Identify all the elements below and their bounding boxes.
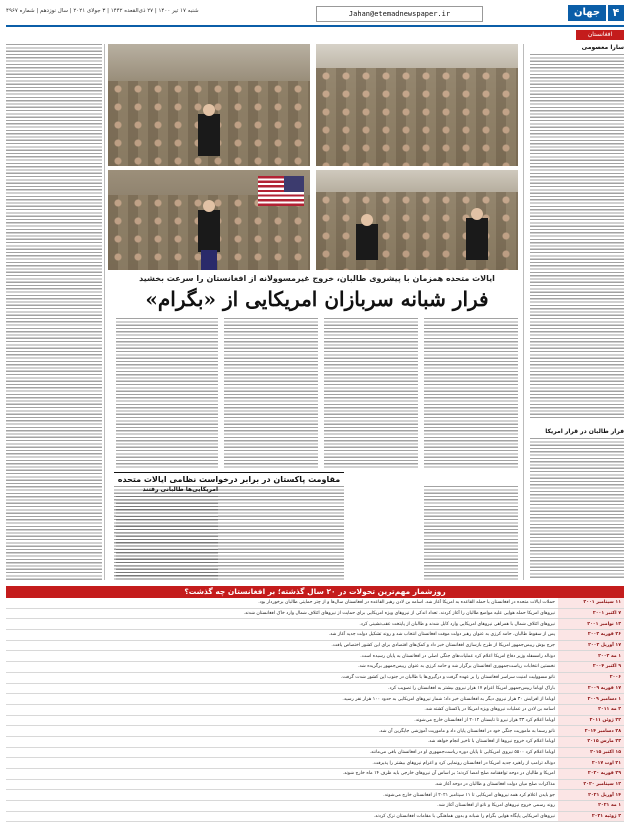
timeline-row (6, 651, 624, 662)
timeline-row (6, 769, 624, 780)
timeline-event: نیروهای ائتلاف شمال با همراهی نیروهای امریکایی وارد کابل شدند و طالبان از پایتخت عقب‌نشینی کرد. (6, 619, 558, 630)
timeline-date: ۱۷ آوریل ۲۰۰۲ (558, 640, 624, 651)
timeline-date: ۲۲ ژوئن ۲۰۱۱ (558, 715, 624, 726)
timeline-date: ۱۵ اکتبر ۲۰۱۵ (558, 747, 624, 758)
side-heading-1: فرار طالبان در قرار امریکا (545, 428, 624, 435)
box-body-col-1 (424, 486, 518, 580)
timeline-row (6, 801, 624, 812)
side-heading-2: امریکایی‌ها طالبانی رفتند (142, 486, 218, 493)
timeline-row (6, 640, 624, 651)
timeline-date: ۱ مه ۲۰۰۳ (558, 651, 624, 662)
timeline-table (6, 598, 624, 822)
timeline-row (6, 779, 624, 790)
timeline-event: اسامه بن لادن در عملیات نیروهای ویژه امریکا در پاکستان کشته شد. (6, 704, 558, 715)
timeline-row (6, 672, 624, 683)
timeline-row (6, 598, 624, 608)
page-number: ۴ (608, 5, 624, 21)
article-headline: فرار شبانه سربازان امریکایی از «بگرام» (145, 287, 489, 311)
box-body-col-3 (116, 496, 218, 580)
section-email: Jahan@etemadnewspaper.ir (316, 6, 483, 22)
article-column-left (6, 44, 102, 580)
timeline-row (6, 736, 624, 747)
box-heading: مقاومت پاکستان در برابر درخواست نظامی ایالات متحده (117, 475, 341, 484)
article-column-right-lower (530, 438, 624, 580)
timeline-event: نخستین انتخابات ریاست‌جمهوری افغانستان برگزار شد و حامد کرزی به عنوان رییس‌جمهور برگزیده شد. (6, 662, 558, 673)
section-label: جهان (568, 5, 606, 21)
topic-tag: افغانستان (576, 30, 624, 40)
column-divider (523, 44, 524, 580)
timeline-event: دونالد رامسفلد وزیر دفاع امریکا اعلام کرد عملیات‌های جنگی اصلی در افغانستان به پایان رسیده است. (6, 651, 558, 662)
timeline-row (6, 704, 624, 715)
timeline-row (6, 726, 624, 737)
timeline-event: امریکا و طالبان در دوحه توافقنامه صلح امضا کردند؛ بر اساس آن نیروهای خارجی باید ظرف ۱۴ ماه خارج شوند. (6, 769, 558, 780)
timeline-date: ۷ اکتبر ۲۰۰۱ (558, 608, 624, 619)
byline: سارا معصومی (581, 44, 624, 51)
timeline-title: روزشمار مهم‌ترین تحولات در ۲۰ سال گذشته؛ بر افغانستان چه گذشت؟ (6, 586, 624, 598)
timeline-date: ۱۷ فوریه ۲۰۰۹ (558, 683, 624, 694)
timeline-event: ناتو مسوولیت امنیت سراسر افغانستان را بر عهده گرفت و درگیری‌ها با طالبان در جنوب این کشور شدت گرفت. (6, 672, 558, 683)
timeline-date: ۱ مه ۲۰۲۱ (558, 801, 624, 812)
timeline-row (6, 608, 624, 619)
timeline-event: جو بایدن اعلام کرد همه نیروهای امریکایی تا ۱۱ سپتامبر ۲۰۲۱ از افغانستان خارج می‌شوند. (6, 790, 558, 801)
timeline-row (6, 694, 624, 705)
timeline-date: ۲۰۰۶ (558, 672, 624, 683)
timeline-row (6, 811, 624, 822)
photo-soldiers-speech (108, 44, 310, 166)
timeline-date: ۲۹ فوریه ۲۰۲۰ (558, 769, 624, 780)
timeline-row (6, 662, 624, 673)
timeline-event: نیروهای امریکا حمله هوایی علیه مواضع طالبان را آغاز کردند. تعداد اندکی از نیروهای ویژه امریکایی برای حمایت از نیروهای ائتلاف شمال وارد خاک افغانستان شدند. (6, 608, 558, 619)
box-rule (114, 472, 344, 473)
timeline-event: اوباما اعلام کرد ۳۳ هزار نیرو تا تابستان ۲۰۱۲ از افغانستان خارج می‌شوند. (6, 715, 558, 726)
photo-soldiers-crowd (316, 44, 518, 166)
timeline-row (6, 758, 624, 769)
timeline-event: اوباما اعلام کرد خروج نیروها از افغانستان با تاخیر انجام خواهد شد. (6, 736, 558, 747)
timeline-event: مذاکرات صلح میان دولت افغانستان و طالبان در دوحه آغاز شد. (6, 779, 558, 790)
page-header (0, 0, 630, 26)
timeline-row (6, 790, 624, 801)
photo-president-troops (316, 170, 518, 270)
article-subheadline: ایالات متحده همزمان با پیشروی طالبان، خروج غیرمسوولانه از افغانستان را سرعت بخشید (139, 274, 495, 283)
article-body-col-4 (116, 318, 218, 470)
timeline-date: ۲۱ اوت ۲۰۱۷ (558, 758, 624, 769)
timeline-event: اوباما اعلام کرد ۵۵۰۰ نیروی امریکایی تا پایان دوره ریاست‌جمهوری او در افغانستان باقی می‌مانند. (6, 747, 558, 758)
article-body-col-2 (324, 318, 418, 470)
timeline-date: ۲ ژوئیه ۲۰۲۱ (558, 811, 624, 822)
issue-dateline: شنبه ۱۷ تیر ۱۴۰۰ | ۲۷ ذی‌القعده ۱۴۴۲ | ۳ جولای ۲۰۲۱ | سال نوزدهم | شماره ۴۹۶۷ (6, 8, 199, 14)
timeline-date: ۹ اکتبر ۲۰۰۴ (558, 662, 624, 673)
timeline-event: پس از سقوط طالبان، حامد کرزی به عنوان رهبر دولت موقت افغانستان انتخاب شد و روند تشکیل دولت جدید آغاز شد. (6, 630, 558, 641)
timeline-event: اوباما از افزایش ۳۰ هزار نیروی دیگر به افغانستان خبر داد؛ شمار نیروهای امریکایی به حدود ۱۰۰ هزار نفر رسید. (6, 694, 558, 705)
timeline-date: ۲۳ مارس ۲۰۱۵ (558, 736, 624, 747)
timeline-row (6, 747, 624, 758)
timeline-event: روند رسمی خروج نیروهای امریکا و ناتو از افغانستان آغاز شد. (6, 801, 558, 812)
timeline-date: ۱۲ سپتامبر ۲۰۲۰ (558, 779, 624, 790)
timeline-date: ۲۸ دسامبر ۲۰۱۴ (558, 726, 624, 737)
column-divider (104, 44, 105, 580)
timeline-date: ۱ دسامبر ۲۰۰۹ (558, 694, 624, 705)
timeline-row (6, 683, 624, 694)
timeline-date: ۲۶ فوریه ۲۰۰۲ (558, 630, 624, 641)
article-body-col-1 (424, 318, 518, 470)
article-column-right (530, 54, 624, 420)
timeline-event: دونالد ترامپ از راهبرد جدید امریکا در افغانستان رونمایی کرد و اعزام نیروهای بیشتر را پذیرفت. (6, 758, 558, 769)
timeline-row (6, 630, 624, 641)
article-body-col-3 (224, 318, 318, 470)
header-rule (6, 25, 624, 27)
timeline-row (6, 619, 624, 630)
timeline-date: ۱۱ سپتامبر ۲۰۰۱ (558, 598, 624, 608)
timeline-date: ۲ مه ۲۰۱۱ (558, 704, 624, 715)
timeline-date: ۱۴ آوریل ۲۰۲۱ (558, 790, 624, 801)
timeline-event: جرج بوش رییس‌جمهور امریکا از طرح بازسازی افغانستان خبر داد و کمک‌های اقتصادی برای این کشور اختصاص یافت. (6, 640, 558, 651)
timeline-row (6, 715, 624, 726)
photo-president-podium (108, 170, 310, 270)
timeline-event: ناتو رسما به ماموریت جنگی خود در افغانستان پایان داد و ماموریت آموزشی جایگزین آن شد. (6, 726, 558, 737)
timeline-event: نیروهای امریکایی پایگاه هوایی بگرام را شبانه و بدون هماهنگی با مقامات افغانستان ترک کردند. (6, 811, 558, 822)
timeline-event: باراک اوباما رییس‌جمهور امریکا اعزام ۱۷ هزار نیروی بیشتر به افغانستان را تصویب کرد. (6, 683, 558, 694)
timeline-event: حملات ایالات متحده در افغانستان با حمله القاعده به امریکا آغاز شد. اسامه بن لادن رهبر القاعده در افغانستان سال‌ها و از چتر حمایتی طالبان برخوردار بود. (6, 598, 558, 608)
timeline-date: ۱۳ نوامبر ۲۰۰۱ (558, 619, 624, 630)
